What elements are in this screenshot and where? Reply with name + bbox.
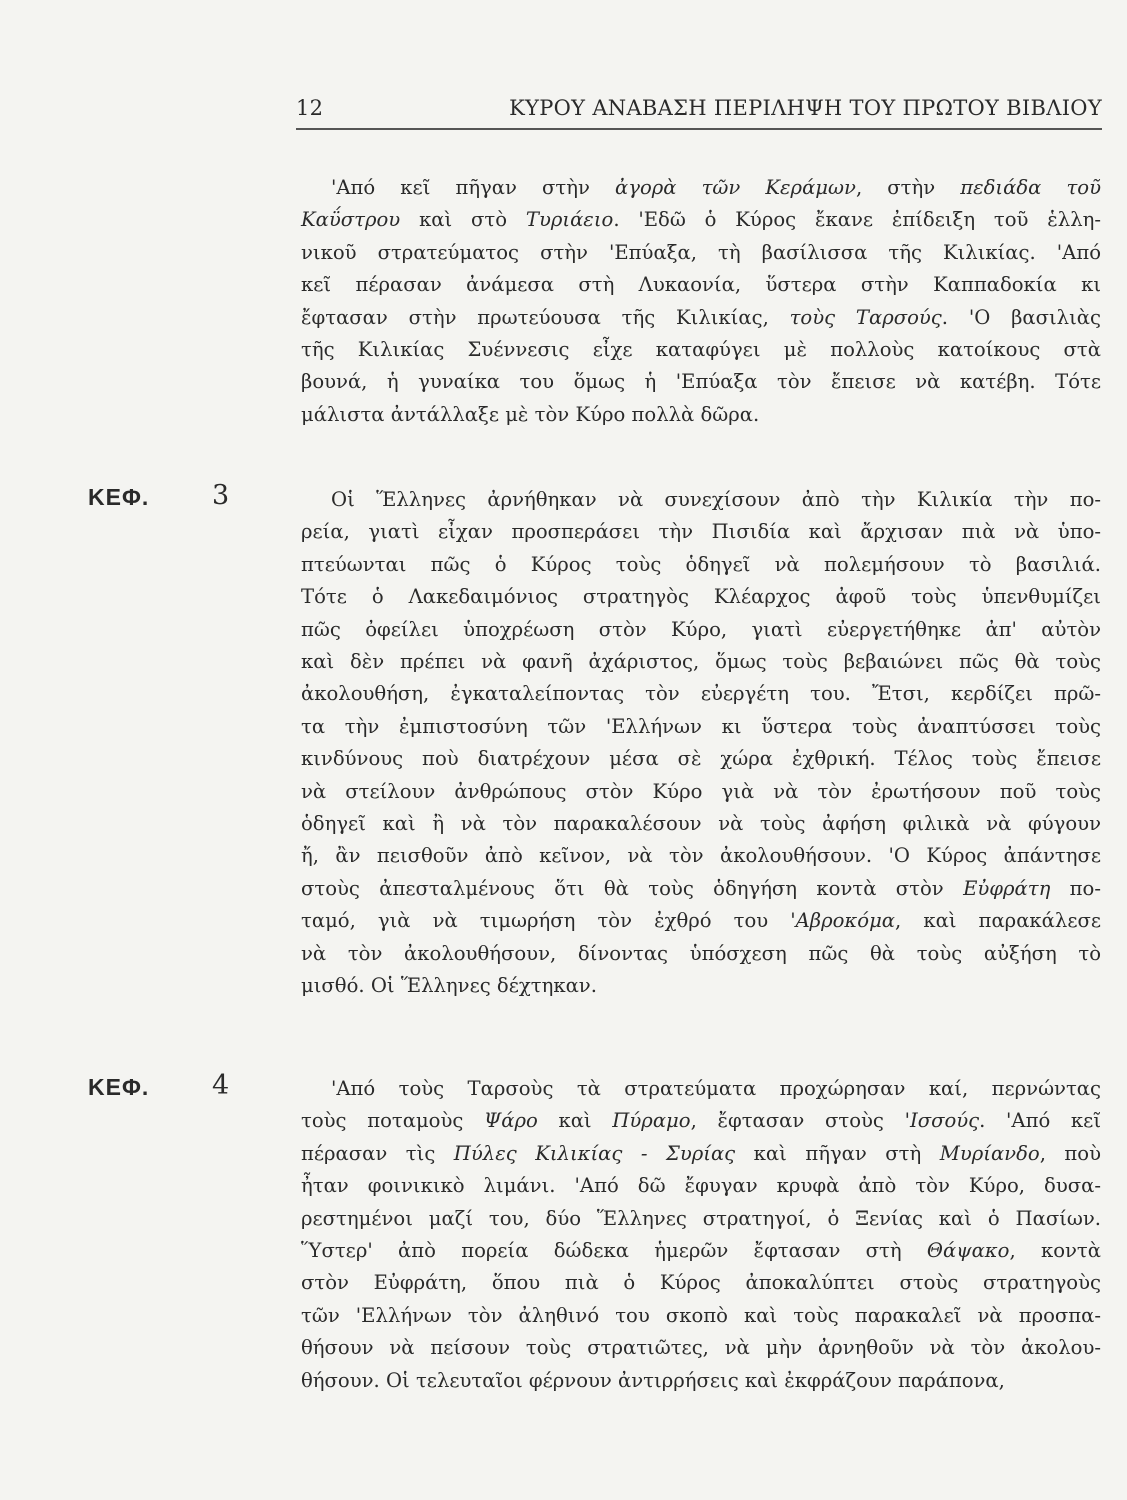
text-line: ρεία, γιατὶ εἶχαν προσπεράσει τὴν Πισιδία καὶ ἄρχισαν πιὰ νὰ ὑπο- <box>301 520 1101 544</box>
page-number: 12 <box>296 96 324 120</box>
paragraph-2 <box>301 484 1101 1003</box>
chapter-label-4: ΚΕΦ. <box>88 1074 150 1100</box>
text-line: ἦταν φοινικικὸ λιμάνι. 'Από δῶ ἔφυγαν κρυφὰ ἀπὸ τὸν Κύρο, δυσα- <box>301 1174 1101 1198</box>
text-line: πέρασαν τὶς Πύλες Κιλικίας - Συρίας καὶ πῆγαν στὴ Μυρίανδο, ποὺ <box>301 1141 1102 1165</box>
text-line: μισθό. Οἱ Ἕλληνες δέχτηκαν. <box>301 974 597 998</box>
text-line: κεῖ πέρασαν ἀνάμεσα στὴ Λυκαονία, ὕστερα στὴν Καππαδοκία κι <box>301 273 1101 297</box>
running-head <box>296 96 1102 120</box>
text-line: βουνά, ἡ γυναίκα του ὅμως ἡ 'Επύαξα τὸν ἔπεισε νὰ κατέβη. Τότε <box>301 370 1101 394</box>
text-line: 'Από κεῖ πῆγαν στὴν ἀγορὰ τῶν Κεράμων, στὴν πεδιάδα τοῦ <box>331 176 1101 199</box>
text-line: ἀκολουθήση, ἐγκαταλείποντας τὸν εὐεργέτη του. Ἔτσι, κερδίζει πρῶ- <box>301 682 1101 706</box>
text-line: καὶ δὲν πρέπει νὰ φανῆ ἀχάριστος, ὅμως τοὺς βεβαιώνει πῶς θὰ τοὺς <box>301 650 1101 674</box>
text-line: πῶς ὀφείλει ὑποχρέωση στὸν Κύρο, γιατὶ εὐεργετήθηκε ἀπ' αὐτὸν <box>301 617 1101 641</box>
text-line: κινδύνους ποὺ διατρέχουν μέσα σὲ χώρα ἐχθρική. Τέλος τοὺς ἔπεισε <box>301 747 1101 771</box>
paragraph-1 <box>301 172 1101 431</box>
text-line: τα τὴν ἐμπιστοσύνη τῶν 'Ελλήνων κι ὕστερα τοὺς ἀναπτύσσει τοὺς <box>301 714 1101 738</box>
text-line: τοὺς ποταμοὺς Ψάρο καὶ Πύραμο, ἔφτασαν στοὺς 'Ισσούς. 'Από κεῖ <box>301 1109 1101 1133</box>
text-line: τῶν 'Ελλήνων τὸν ἀληθινό του σκοπὸ καὶ τοὺς παρακαλεῖ νὰ προσπα- <box>301 1303 1101 1327</box>
text-line: ἔφτασαν στὴν πρωτεύουσα τῆς Κιλικίας, τοὺς Ταρσούς. 'Ο βασιλιὰς <box>301 305 1101 329</box>
header-rule <box>296 128 1102 130</box>
text-line: στοὺς ἀπεσταλμένους ὅτι θὰ τοὺς ὁδηγήση κοντὰ στὸν Εὐφράτη πο- <box>301 876 1101 900</box>
text-line: Τότε ὁ Λακεδαιμόνιος στρατηγὸς Κλέαρχος ἀφοῦ τοὺς ὑπενθυμίζει <box>301 585 1101 609</box>
text-line: ὁδηγεῖ καὶ ἢ νὰ τὸν παρακαλέσουν νὰ τοὺς ἀφήση φιλικὰ νὰ φύγουν <box>301 812 1101 836</box>
text-line: νὰ τὸν ἀκολουθήσουν, δίνοντας ὑπόσχεση πῶς θὰ τοὺς αὐξήση τὸ <box>301 941 1101 965</box>
paragraph-3 <box>301 1073 1101 1397</box>
chapter-label-3: ΚΕΦ. <box>88 484 150 510</box>
text-line: πτεύωνται πῶς ὁ Κύρος τοὺς ὁδηγεῖ νὰ πολεμήσουν τὸ βασιλιά. <box>301 552 1101 576</box>
text-line: θήσουν νὰ πείσουν τοὺς στρατιῶτες, νὰ μὴν ἀρνηθοῦν νὰ τὸν ἀκολου- <box>301 1336 1101 1360</box>
chapter-number-4: 4 <box>212 1070 230 1101</box>
text-line: Οἱ Ἕλληνες ἀρνήθηκαν νὰ συνεχίσουν ἀπὸ τὴν Κιλικία τὴν πο- <box>331 488 1101 511</box>
text-line: νικοῦ στρατεύματος στὴν 'Επύαξα, τὴ βασίλισσα τῆς Κιλικίας. 'Από <box>301 240 1101 264</box>
text-line: τῆς Κιλικίας Συέννεσις εἶχε καταφύγει μὲ πολλοὺς κατοίκους στὰ <box>301 338 1101 362</box>
text-line: θήσουν. Οἱ τελευταῖοι φέρνουν ἀντιρρήσεις καὶ ἐκφράζουν παράπονα, <box>301 1368 1005 1392</box>
chapter-number-3: 3 <box>212 480 230 511</box>
text-line: στὸν Εὐφράτη, ὅπου πιὰ ὁ Κύρος ἀποκαλύπτει στοὺς στρατηγοὺς <box>301 1271 1101 1295</box>
text-line: ἤ, ἂν πεισθοῦν ἀπὸ κεῖνον, νὰ τὸν ἀκολουθήσουν. 'Ο Κύρος ἀπάντησε <box>301 844 1101 868</box>
running-title: ΚΥΡΟΥ ΑΝΑΒΑΣΗ ΠΕΡΙΛΗΨΗ ΤΟΥ ΠΡΩΤΟΥ ΒΙΒΛΙΟΥ <box>509 96 1102 120</box>
text-line: 'Από τοὺς Ταρσοὺς τὰ στρατεύματα προχώρησαν καί, περνώντας <box>331 1077 1101 1100</box>
text-line: μάλιστα ἀντάλλαξε μὲ τὸν Κύρο πολλὰ δῶρα. <box>301 402 760 426</box>
text-line: νὰ στείλουν ἀνθρώπους στὸν Κύρο γιὰ νὰ τὸν ἐρωτήσουν ποῦ τοὺς <box>301 779 1101 803</box>
text-line: Καΰστρου καὶ στὸ Τυριάειο. 'Εδῶ ὁ Κύρος ἔκανε ἐπίδειξη τοῦ ἑλλη- <box>301 208 1101 232</box>
text-line: Ὕστερ' ἀπὸ πορεία δώδεκα ἡμερῶν ἔφτασαν στὴ Θάψακο, κοντὰ <box>301 1239 1101 1263</box>
text-line: ρεστημένοι μαζί του, δύο Ἕλληνες στρατηγοί, ὁ Ξενίας καὶ ὁ Πασίων. <box>301 1206 1101 1230</box>
text-line: ταμό, γιὰ νὰ τιμωρήση τὸν ἐχθρό του 'Αβροκόμα, καὶ παρακάλεσε <box>301 909 1101 933</box>
